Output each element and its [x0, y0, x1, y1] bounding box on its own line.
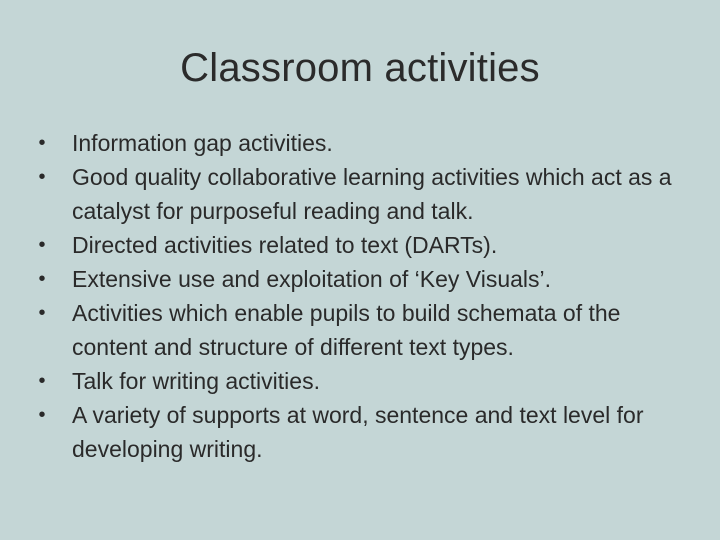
bullet-icon: •	[38, 404, 46, 426]
bullet-item	[32, 364, 692, 398]
bullet-text: Activities which enable pupils to build schemata of the content and structure of different text types.	[72, 300, 621, 360]
bullet-icon: •	[38, 166, 46, 188]
bullet-text: A variety of supports at word, sentence and text level for developing writing.	[72, 402, 644, 462]
bullet-text: Directed activities related to text (DARTs).	[72, 232, 498, 258]
bullet-icon: •	[38, 302, 46, 324]
bullet-item	[32, 262, 692, 296]
bullet-text: Talk for writing activities.	[72, 368, 320, 394]
bullet-icon: •	[38, 370, 46, 392]
bullet-item	[32, 126, 692, 160]
bullet-item	[32, 398, 692, 466]
bullet-text: Good quality collaborative learning activities which act as a catalyst for purposeful reading and talk.	[72, 164, 672, 224]
bullet-icon: •	[38, 234, 46, 256]
bullet-item	[32, 160, 692, 228]
bullet-item	[32, 296, 692, 364]
slide-title: Classroom activities	[180, 46, 540, 90]
bullet-icon: •	[38, 268, 46, 290]
bullet-text: Information gap activities.	[72, 130, 333, 156]
bullet-list	[32, 126, 692, 466]
bullet-text: Extensive use and exploitation of ‘Key Visuals’.	[72, 266, 552, 292]
bullet-item	[32, 228, 692, 262]
bullet-icon: •	[38, 132, 46, 154]
